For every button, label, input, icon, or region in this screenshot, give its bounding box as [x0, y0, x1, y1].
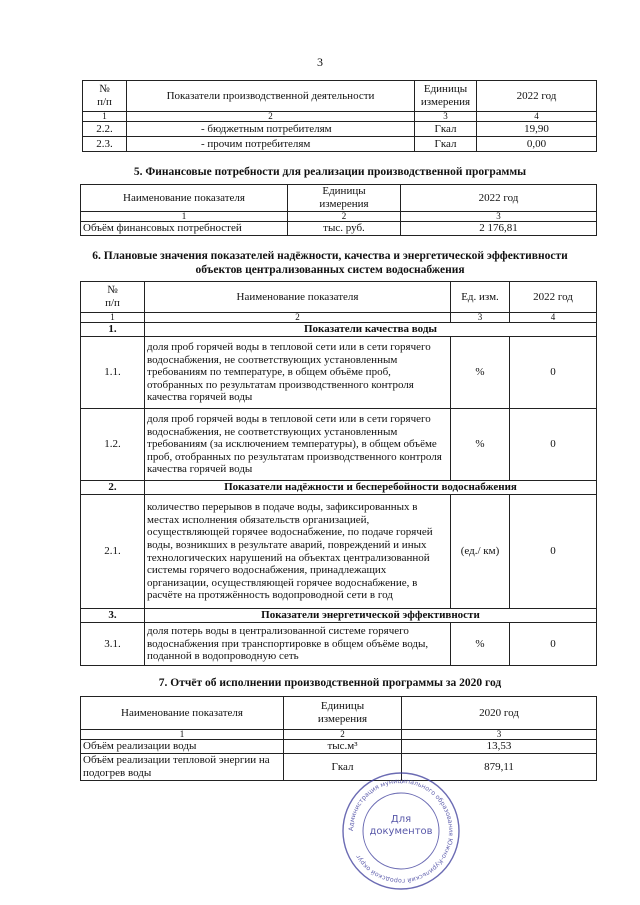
production-indicators-table: [82, 80, 597, 152]
index-cell: 3: [415, 112, 477, 122]
row-value: 0: [510, 409, 597, 481]
col-header-name: Показатели производственной деятельности: [127, 81, 415, 112]
index-cell: 1: [81, 313, 145, 323]
col-header-unit: Единицы измерения: [284, 697, 402, 730]
row-name: - прочим потребителям: [127, 137, 415, 152]
section-7-title: 7. Отчёт об исполнении производственной программы за 2020 год: [158, 677, 502, 689]
index-cell: 4: [477, 112, 597, 122]
row-num: 2.1.: [81, 495, 145, 609]
row-name: доля проб горячей воды в тепловой сети или в сети горячего водоснабжения, не соответствующих установленным требованиям по температуре, в общем объёме проб, отобранных по результатам производственного контроля качества горячей воды: [145, 337, 451, 409]
col-header-unit: Единицы измерения: [415, 81, 477, 112]
index-cell: 1: [81, 212, 288, 222]
row-unit: тыс.м³: [284, 740, 402, 754]
table-row: [81, 623, 597, 666]
index-cell: 4: [510, 313, 597, 323]
row-unit: (ед./ км): [451, 495, 510, 609]
row-num: 3.1.: [81, 623, 145, 666]
index-cell: 3: [451, 313, 510, 323]
row-value: 19,90: [477, 122, 597, 137]
col-header-num: № п/п: [81, 282, 145, 313]
page-number: 3: [317, 55, 323, 69]
row-unit: Гкал: [415, 137, 477, 152]
row-unit: Гкал: [284, 754, 402, 781]
col-header-name: Наименование показателя: [81, 185, 288, 212]
table-row: [83, 137, 597, 152]
col-header-year: 2022 год: [510, 282, 597, 313]
group-row: [81, 323, 597, 337]
group-title: Показатели энергетической эффективности: [145, 609, 597, 623]
row-value: 0: [510, 337, 597, 409]
col-header-num: № п/п: [83, 81, 127, 112]
reliability-indicators-table: [80, 281, 597, 666]
row-name: Объём финансовых потребностей: [81, 222, 288, 236]
col-header-unit: Ед. изм.: [451, 282, 510, 313]
table-row: [81, 754, 597, 781]
index-cell: 3: [402, 730, 597, 740]
index-cell: 2: [284, 730, 402, 740]
row-value: 0,00: [477, 137, 597, 152]
col-header-year: 2020 год: [402, 697, 597, 730]
row-name: доля потерь воды в централизованной системе горячего водоснабжения при транспортировке в общем объёме воды, поданной в водопроводную сеть: [145, 623, 451, 666]
col-header-name: Наименование показателя: [81, 697, 284, 730]
row-value: 0: [510, 623, 597, 666]
group-num: 1.: [81, 323, 145, 337]
row-name: Объём реализации тепловой энергии на подогрев воды: [81, 754, 284, 781]
index-cell: 1: [81, 730, 284, 740]
row-name: - бюджетным потребителям: [127, 122, 415, 137]
row-unit: %: [451, 409, 510, 481]
table-row: [81, 409, 597, 481]
group-num: 2.: [81, 481, 145, 495]
col-header-year: 2022 год: [477, 81, 597, 112]
stamp-seal: [340, 770, 462, 892]
index-cell: 2: [145, 313, 451, 323]
group-num: 3.: [81, 609, 145, 623]
row-value: 13,53: [402, 740, 597, 754]
row-name: Объём реализации воды: [81, 740, 284, 754]
section-5-title: 5. Финансовые потребности для реализации производственной программы: [133, 166, 527, 178]
row-value: 2 176,81: [401, 222, 597, 236]
table-row: [83, 122, 597, 137]
stamp-center-text: Для документов: [369, 814, 433, 837]
group-title: Показатели надёжности и бесперебойности водоснабжения: [145, 481, 597, 495]
group-row: [81, 481, 597, 495]
col-header-unit: Единицы измерения: [288, 185, 401, 212]
group-row: [81, 609, 597, 623]
index-cell: 3: [401, 212, 597, 222]
row-num: 1.2.: [81, 409, 145, 481]
stamp-ring-text: Администрация муниципального образования Южно-Курильский городской округ: [347, 777, 455, 885]
row-num: 2.2.: [83, 122, 127, 137]
financial-needs-table: [80, 184, 597, 236]
row-value: 0: [510, 495, 597, 609]
row-name: доля проб горячей воды в тепловой сети или в сети горячего водоснабжения, не соответствующих установленным требованиям (за исключением температуры), в общем объёме проб, отобранных по результатам производственного контроля качества горячей воды: [145, 409, 451, 481]
index-cell: 2: [288, 212, 401, 222]
row-num: 1.1.: [81, 337, 145, 409]
index-cell: 2: [127, 112, 415, 122]
row-num: 2.3.: [83, 137, 127, 152]
index-cell: 1: [83, 112, 127, 122]
col-header-year: 2022 год: [401, 185, 597, 212]
section-6-title: 6. Плановые значения показателей надёжности, качества и энергетической эффективности объектов централизованных систем водоснабжения: [92, 250, 568, 276]
row-unit: тыс. руб.: [288, 222, 401, 236]
col-header-name: Наименование показателя: [145, 282, 451, 313]
row-unit: %: [451, 337, 510, 409]
row-value: 879,11: [402, 754, 597, 781]
group-title: Показатели качества воды: [145, 323, 597, 337]
table-row: [81, 495, 597, 609]
report-2020-table: [80, 696, 597, 781]
table-row: [81, 740, 597, 754]
table-row: [81, 337, 597, 409]
table-row: [81, 222, 597, 236]
row-unit: %: [451, 623, 510, 666]
row-unit: Гкал: [415, 122, 477, 137]
row-name: количество перерывов в подаче воды, зафиксированных в местах исполнения обязательств организацией, осуществляющей горячее водоснабжение, по подаче горячей воды, возникших в результате аварий, повреждений и иных технологических нарушений на объектах централизованной системы горячего водоснабжения, принадлежащих организации, осуществляющей горячее водоснабжение, в расчёте на протяжённость водопроводной сети в год: [145, 495, 451, 609]
